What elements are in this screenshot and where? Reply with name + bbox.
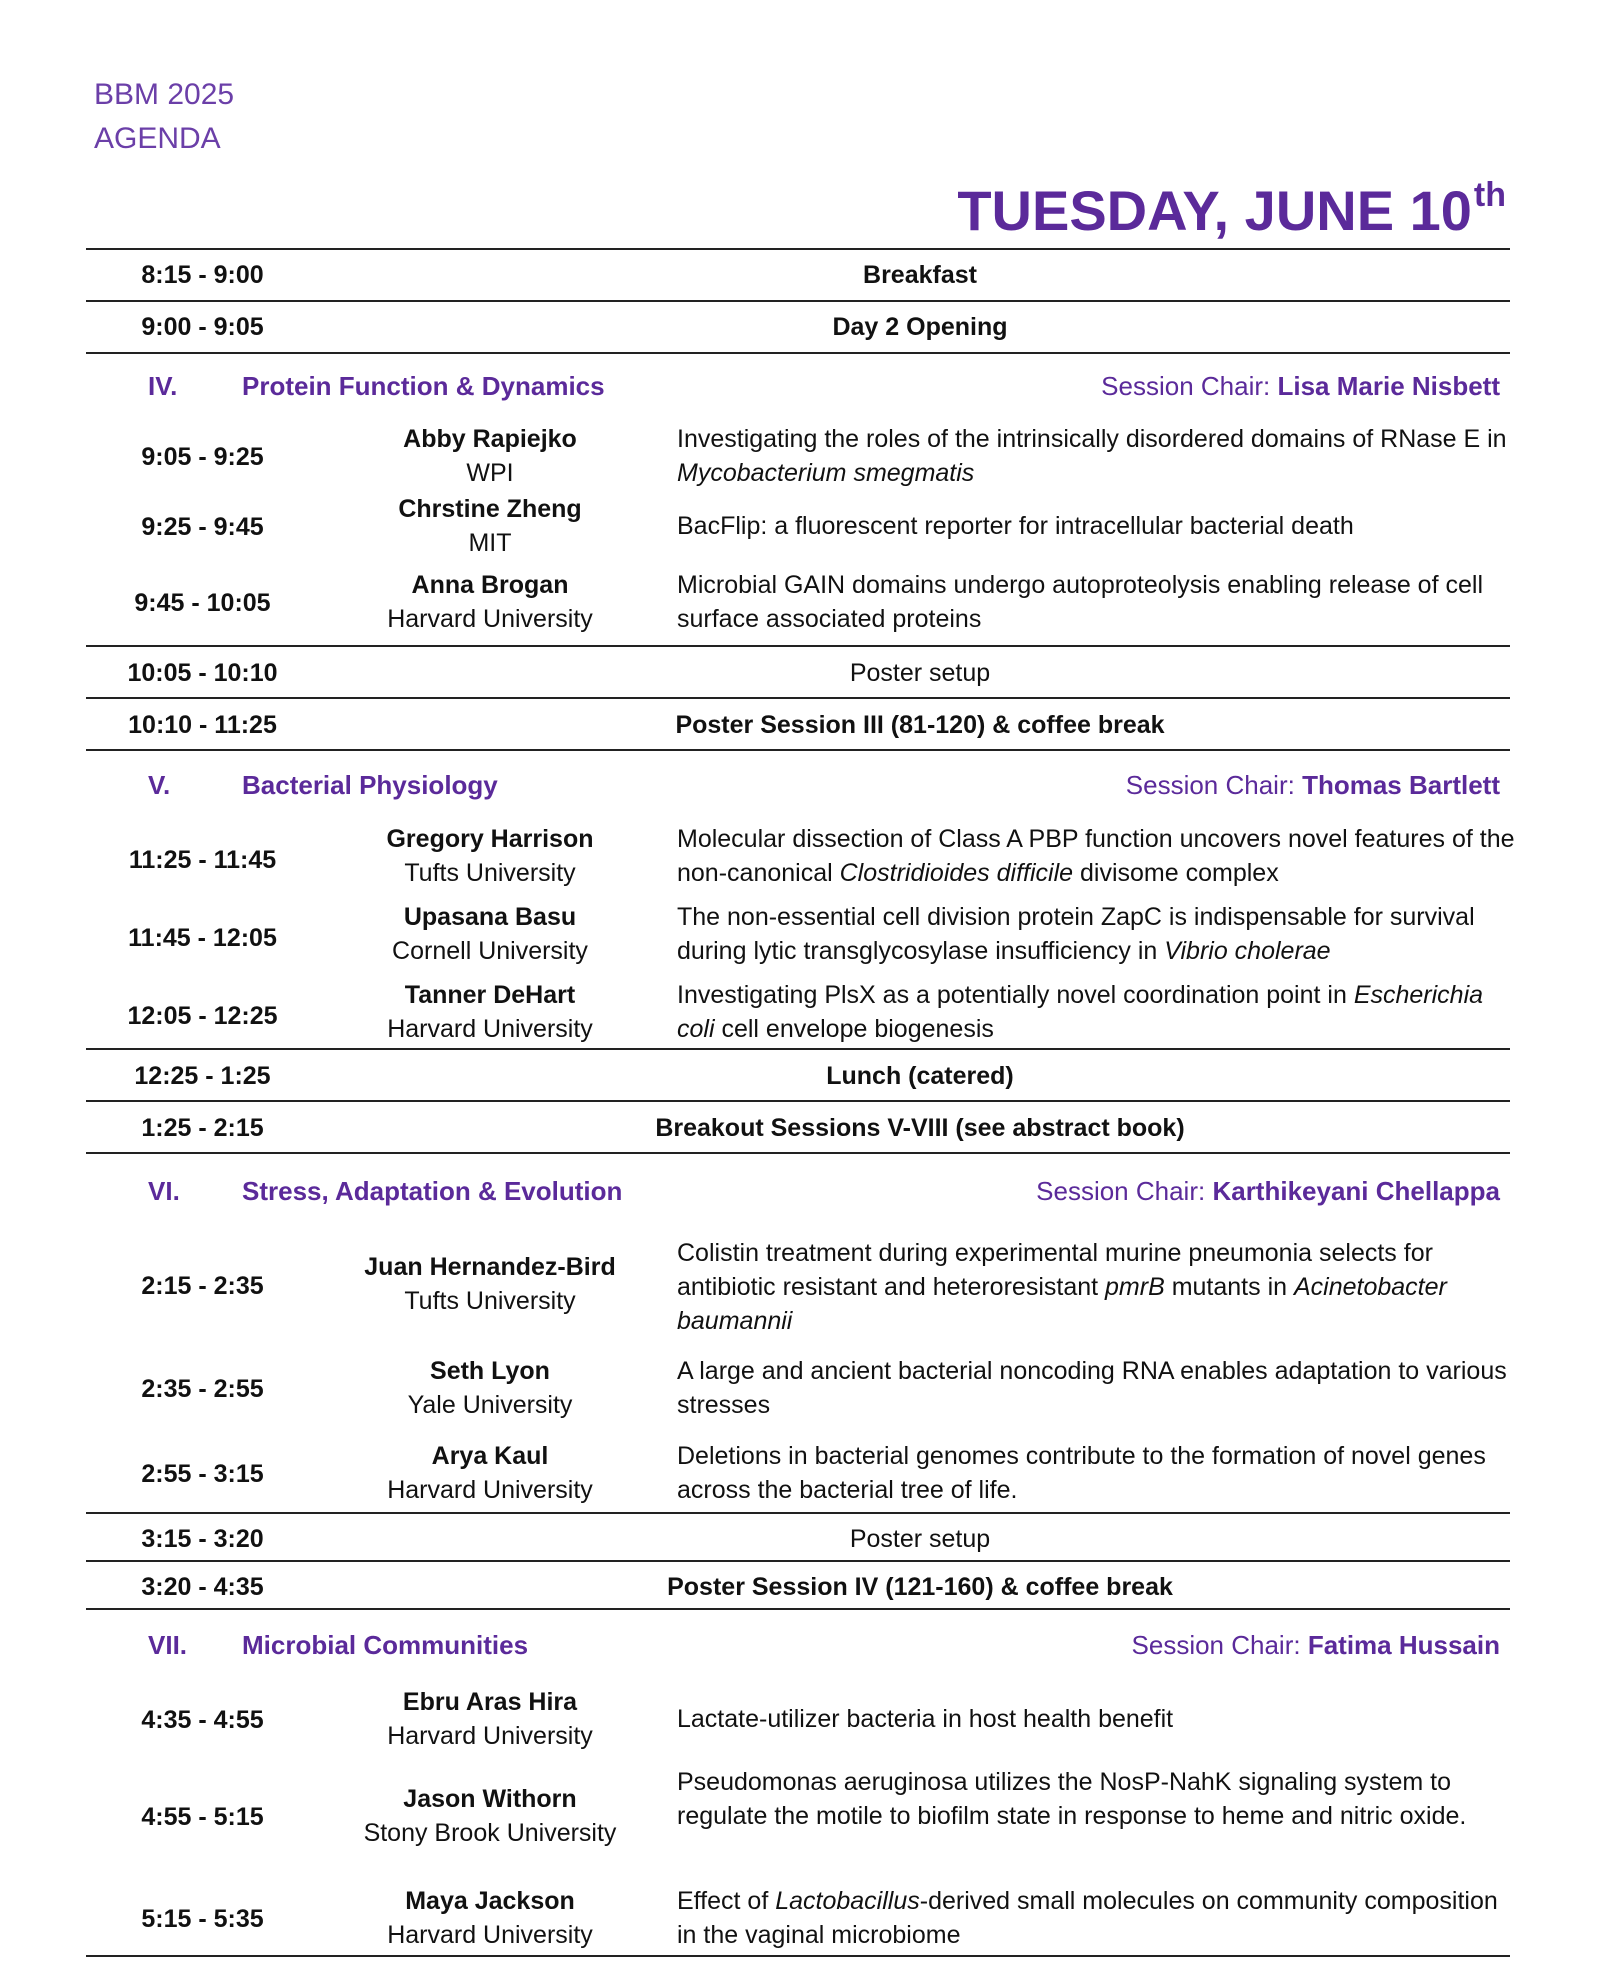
talk-time: 2:35 - 2:55 [141,1375,264,1403]
speaker-affiliation: Stony Brook University [363,1819,617,1847]
speaker-name: Jason Withorn [403,1785,577,1813]
session-number: VI. [148,1176,180,1206]
speaker-affiliation: Harvard University [387,1921,593,1949]
talk-title-text: Colistin treatment during experimental murine pneumonia selects for antibiotic resistant and heteroresistant [677,1239,1433,1301]
talk-speaker [330,1354,650,1422]
talk-title-italic: Escherichia coli [677,981,1484,1043]
event-time-poster-session: 10:10 - 11:25 [128,711,277,739]
speaker-name: Ebru Aras Hira [402,1688,578,1716]
event-label-poster-session: Poster Session III (81-120) & coffee break [675,711,1165,739]
talk-speaker [330,1685,650,1753]
header-line-1: BBM 2025 [94,78,235,111]
talk-title-italic: Acinetobacter baumannii [677,1273,1447,1335]
event-label-breakfast: Breakfast [863,261,977,289]
header-line-2: AGENDA [94,122,221,155]
talk-title-text: Investigating PlsX as a potentially novel coordination point in [677,981,1354,1009]
event-time-poster-setup: 10:05 - 10:10 [127,659,278,687]
talk-title [677,1236,1517,1338]
session-title: Stress, Adaptation & Evolution [242,1176,623,1206]
talk-speaker [330,1250,650,1318]
divider [86,1048,1510,1050]
divider [86,1512,1510,1514]
session-number: V. [148,770,171,800]
session-chair [1132,1632,1500,1658]
talk-time: 12:05 - 12:25 [127,1002,278,1030]
talk-speaker [330,568,650,636]
divider [86,1100,1510,1102]
talk-time: 9:05 - 9:25 [141,443,264,471]
talk-speaker [330,1884,650,1952]
talk-title-text: A large and ancient bacterial noncoding RNA enables adaptation to various stresses [677,1357,1507,1419]
event-time-lunch: 12:25 - 1:25 [134,1062,271,1090]
talk-time: 4:35 - 4:55 [141,1706,264,1734]
speaker-affiliation: Yale University [407,1391,573,1419]
talk-title-text: Microbial GAIN domains undergo autoproteolysis enabling release of cell surface associated proteins [677,571,1483,633]
speaker-affiliation: MIT [468,529,512,557]
talk-title-end: mutants in [1164,1273,1294,1301]
session-title: Protein Function & Dynamics [242,371,605,401]
speaker-affiliation: Tufts University [404,859,576,887]
speaker-affiliation: Harvard University [387,1015,593,1043]
session-number: IV. [148,371,178,401]
talk-time: 5:15 - 5:35 [141,1905,264,1933]
talk-title-end: cell envelope biogenesis [714,1015,994,1043]
talk-title-text: Effect of [677,1887,776,1915]
session-chair [1101,373,1500,399]
talk-speaker [330,900,650,968]
talk-title [677,1354,1517,1422]
session-chair-name: Lisa Marie Nisbett [1277,371,1500,401]
speaker-name: Upasana Basu [403,903,577,931]
talk-time: 2:55 - 3:15 [141,1460,264,1488]
talk-title [677,822,1517,890]
day-title-text: TUESDAY, JUNE 10 [957,179,1472,242]
talk-title [677,1884,1517,1952]
talk-title [677,1702,1517,1736]
talk-time: 11:25 - 11:45 [128,846,277,874]
session-chair-name: Karthikeyani Chellappa [1212,1176,1500,1206]
speaker-affiliation: Cornell University [392,937,588,965]
talk-title-end: -derived small molecules on community composition in the vaginal microbiome [677,1887,1498,1949]
divider [86,300,1510,302]
divider [86,1608,1510,1610]
talk-speaker [330,492,650,560]
day-title-suffix: th [1473,176,1506,214]
talk-title-italic: pmrB [1105,1273,1165,1301]
talk-time: 4:55 - 5:15 [141,1803,264,1831]
talk-title-text: The non-essential cell division protein ZapC is indispensable for survival during lytic transglycosylase insufficiency in [677,903,1475,965]
talk-title-italic: Clostridioides difficile [839,859,1074,887]
speaker-name: Gregory Harrison [386,825,594,853]
talk-speaker [330,1439,650,1507]
event-time-poster-setup: 3:15 - 3:20 [141,1525,264,1553]
talk-title [677,422,1517,490]
divider [86,1152,1510,1154]
talk-speaker [330,822,650,890]
talk-title-italic: Vibrio cholerae [1164,937,1331,965]
speaker-name: Arya Kaul [431,1442,549,1470]
talk-title-end: divisome complex [1073,859,1279,887]
talk-title [677,568,1517,636]
session-chair-label: Session Chair: [1036,1176,1206,1206]
talk-title-italic: Mycobacterium smegmatis [677,459,975,487]
speaker-affiliation: WPI [466,459,514,487]
divider [86,248,1510,250]
talk-speaker [330,1782,650,1850]
talk-time: 2:15 - 2:35 [141,1272,264,1300]
talk-title-text: BacFlip: a fluorescent reporter for intracellular bacterial death [677,512,1354,540]
session-title: Microbial Communities [242,1630,529,1660]
session-chair-name: Thomas Bartlett [1302,770,1500,800]
event-label-poster-session: Poster Session IV (121-160) & coffee break [667,1573,1173,1601]
talk-title-text: Pseudomonas aeruginosa utilizes the NosP-NahK signaling system to regulate the motile to biofilm state in response to heme and nitric oxide. [677,1768,1467,1830]
speaker-name: Maya Jackson [405,1887,575,1915]
speaker-affiliation: Harvard University [387,1476,593,1504]
event-label-lunch: Lunch (catered) [826,1062,1014,1090]
divider [86,1560,1510,1562]
talk-time: 11:45 - 12:05 [128,924,277,952]
event-time-breakout: 1:25 - 2:15 [141,1114,264,1142]
event-time-breakfast: 8:15 - 9:00 [141,261,264,289]
session-chair [1126,772,1500,798]
talk-title [677,1439,1517,1507]
talk-title [677,978,1517,1046]
event-time-poster-session: 3:20 - 4:35 [141,1573,264,1601]
session-title: Bacterial Physiology [242,770,498,800]
talk-title-text: Deletions in bacterial genomes contribute to the formation of novel genes across the bacterial tree of life. [677,1442,1486,1504]
speaker-name: Juan Hernandez-Bird [364,1253,616,1281]
speaker-name: Tanner DeHart [404,981,576,1009]
speaker-name: Abby Rapiejko [403,425,577,453]
session-chair-label: Session Chair: [1101,371,1271,401]
speaker-affiliation: Tufts University [404,1287,576,1315]
talk-title [677,1765,1517,1833]
event-label-breakout: Breakout Sessions V-VIII (see abstract book) [655,1114,1185,1142]
event-label-poster-setup: Poster setup [849,1525,991,1553]
session-chair-label: Session Chair: [1125,770,1295,800]
divider [86,749,1510,751]
session-chair-label: Session Chair: [1131,1630,1301,1660]
talk-time: 9:45 - 10:05 [134,589,271,617]
speaker-name: Chrstine Zheng [398,495,582,523]
speaker-name: Anna Brogan [411,571,569,599]
day-title [957,176,1506,242]
event-label-opening: Day 2 Opening [832,313,1008,341]
talk-speaker [330,978,650,1046]
divider [86,645,1510,647]
talk-title-italic: Lactobacillus [775,1887,920,1915]
event-time-opening: 9:00 - 9:05 [141,313,264,341]
session-chair [1036,1178,1500,1204]
session-chair-name: Fatima Hussain [1307,1630,1500,1660]
talk-title [677,900,1517,968]
speaker-name: Seth Lyon [430,1357,550,1385]
talk-title [677,509,1517,543]
divider [86,352,1510,354]
session-number: VII. [148,1630,188,1660]
speaker-affiliation: Harvard University [387,605,593,633]
event-label-poster-setup: Poster setup [849,659,991,687]
divider [86,1955,1510,1957]
divider [86,697,1510,699]
speaker-affiliation: Harvard University [387,1722,593,1750]
talk-speaker [330,422,650,490]
talk-time: 9:25 - 9:45 [141,513,264,541]
talk-title-text: Molecular dissection of Class A PBP function uncovers novel features of the non-canonical [677,825,1515,887]
talk-title-text: Lactate-utilizer bacteria in host health benefit [677,1705,1174,1733]
talk-title-text: Investigating the roles of the intrinsically disordered domains of RNase E in [677,425,1507,453]
